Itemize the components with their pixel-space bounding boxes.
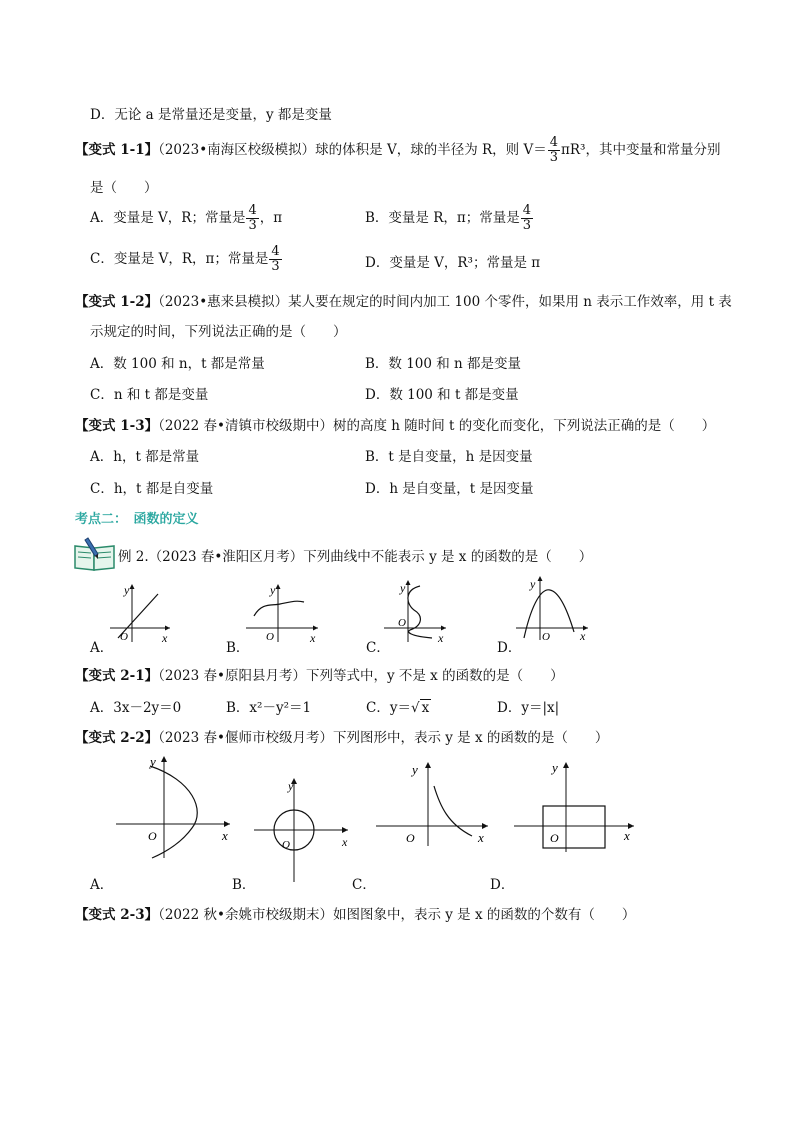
question-source: （2023•惠来县模拟） [158, 294, 289, 310]
question-1-1 [75, 136, 720, 165]
option-c-label: C． [352, 877, 376, 893]
svg-text:O: O [398, 617, 406, 629]
question-tag: 【变式 2-1】 [75, 668, 159, 684]
origin-label: O [120, 631, 128, 643]
question-text-line2: 是（ ） [90, 180, 158, 196]
question-tag: 【变式 2-2】 [75, 730, 159, 746]
question-2-1 [75, 664, 564, 684]
graph-c [380, 576, 452, 644]
svg-text:x: x [478, 830, 484, 845]
option-a: A．变量是 V，R；常量是 $\frac{4}{3}$ ，π [90, 203, 283, 233]
y-axis-label: y [124, 583, 130, 597]
option-b-label: B． [226, 640, 250, 656]
question-text-line2: 示规定的时间，下列说法正确的是（ ） [90, 324, 347, 340]
option-c: C．n 和 t 都是变量 [90, 387, 209, 403]
question-source: （2022 春•清镇市校级期中） [158, 418, 333, 434]
svg-text:y: y [150, 754, 156, 769]
svg-text:y: y [530, 577, 536, 591]
option-c: C．变量是 V，R，π；常量是 $\frac{4}{3}$ [90, 244, 280, 274]
section-heading: 考点二： 函数的定义 [75, 512, 199, 527]
x-axis-label: x [162, 631, 168, 644]
svg-text:x: x [624, 828, 630, 843]
example-text: 下列曲线中不能表示 y 是 x 的函数的是（ ） [303, 549, 593, 565]
svg-text:O: O [148, 829, 157, 843]
svg-text:y: y [270, 583, 276, 597]
graph-a [112, 750, 240, 862]
svg-text:x: x [310, 631, 316, 644]
option-b: B．x²－y²＝1 [226, 700, 312, 716]
svg-text:O: O [266, 631, 274, 643]
graph-d [512, 572, 594, 642]
graph-a [106, 580, 178, 644]
question-tag: 【变式 2-3】 [75, 907, 159, 923]
option-b: B．t 是自变量，h 是因变量 [365, 449, 533, 465]
question-text: 下列等式中，y 不是 x 的函数的是（ ） [305, 668, 564, 684]
option-a-label: A． [90, 877, 114, 893]
option-d-label: D． [497, 640, 522, 656]
option-a: A．3x－2y＝0 [90, 700, 182, 716]
question-tag: 【变式 1-1】 [75, 142, 159, 158]
question-2-3 [75, 903, 635, 923]
graph-b [250, 772, 354, 884]
svg-text:y: y [412, 762, 418, 777]
graph-b [242, 580, 324, 644]
svg-text:x: x [438, 631, 444, 644]
option-a: A．数 100 和 n，t 都是常量 [90, 356, 265, 372]
question-text: 树的高度 h 随时间 t 的变化而变化，下列说法正确的是（ ） [332, 418, 716, 434]
question-text: 下列图形中，表示 y 是 x 的函数的是（ ） [332, 730, 609, 746]
svg-text:y: y [400, 581, 406, 595]
graph-d [512, 758, 640, 854]
svg-text:O: O [282, 839, 290, 851]
question-2-2 [75, 726, 608, 746]
option-c: C．h，t 都是自变量 [90, 481, 214, 497]
option-c: C．y＝√ x [366, 700, 430, 716]
question-text: 球的体积是 V，球的半径为 R，则 V＝ [315, 142, 547, 158]
option-b: B．变量是 R，π；常量是 $\frac{4}{3}$ [365, 203, 532, 233]
question-source: （2023 春•偃师市校级月考） [158, 730, 333, 746]
question-source: （2023 春•原阳县月考） [158, 668, 306, 684]
question-text: 如图图象中，表示 y 是 x 的函数的个数有（ ） [332, 907, 636, 923]
svg-text:x: x [580, 629, 586, 642]
svg-text:O: O [550, 831, 559, 845]
option-a: A．h，t 都是常量 [90, 449, 200, 465]
option-b-label: B． [232, 877, 256, 893]
option-a-label: A． [90, 640, 114, 656]
example-source: （2023 春•淮阳区月考） [148, 549, 304, 565]
svg-text:x: x [222, 828, 228, 843]
example-2 [118, 545, 592, 565]
option-b: B．数 100 和 n 都是变量 [365, 356, 522, 372]
option-d: D．数 100 和 t 都是变量 [365, 387, 519, 403]
svg-text:y: y [552, 760, 558, 775]
fraction: $\frac{4}{3}$ [549, 135, 558, 165]
question-text-b: πR³，其中变量和常量分别 [561, 142, 721, 158]
option-d-label: D． [490, 877, 515, 893]
question-source: （2023•南海区校级模拟） [158, 142, 316, 158]
question-tag: 【变式 1-3】 [75, 418, 159, 434]
option-c-label: C． [366, 640, 390, 656]
question-tag: 【变式 1-2】 [75, 294, 159, 310]
option-d: D．y＝|x| [497, 700, 560, 716]
book-icon [72, 534, 118, 572]
option-d: D．变量是 V，R³；常量是 π [365, 255, 541, 271]
graph-c [374, 758, 494, 848]
question-text: 某人要在规定的时间内加工 100 个零件，如果用 n 表示工作效率，用 t 表 [288, 294, 732, 310]
question-1-2 [75, 290, 732, 310]
option-d: D．无论 a 是常量还是变量，y 都是变量 [90, 107, 332, 123]
svg-text:y: y [288, 779, 294, 793]
example-tag: 例 2. [118, 549, 149, 565]
svg-text:x: x [342, 835, 348, 849]
svg-text:O: O [406, 831, 415, 845]
question-source: （2022 秋•余姚市校级期末） [158, 907, 333, 923]
option-d: D．h 是自变量，t 是因变量 [365, 481, 534, 497]
question-1-3 [75, 414, 715, 434]
svg-text:O: O [542, 631, 550, 642]
